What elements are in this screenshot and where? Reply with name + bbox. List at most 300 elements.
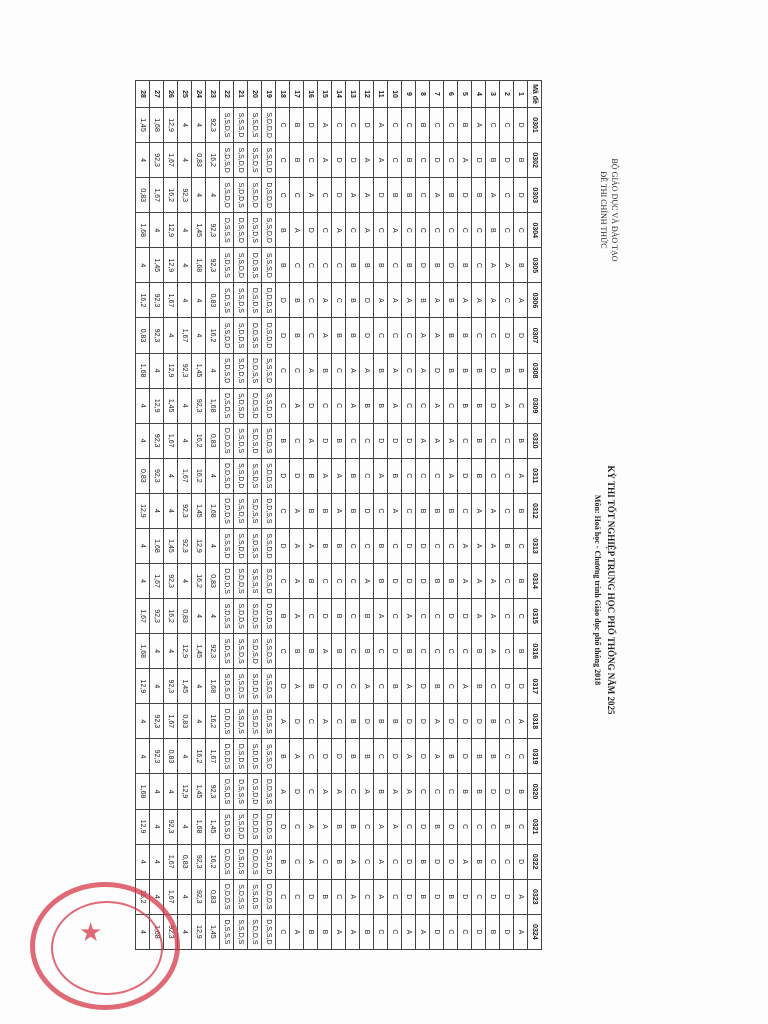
answer-cell: 1,45 (192, 353, 206, 388)
table-row (388, 81, 402, 950)
answer-cell: D (486, 388, 500, 423)
answer-cell: C (444, 528, 458, 563)
answer-cell: A (402, 739, 416, 774)
answer-cell: 1,45 (192, 493, 206, 528)
answer-cell: 92,3 (150, 143, 164, 178)
answer-cell: D (332, 178, 346, 213)
answer-cell: 0,83 (178, 844, 192, 879)
answer-cell: C (402, 213, 416, 248)
answer-cell: 1,45 (192, 774, 206, 809)
answer-cell: A (360, 353, 374, 388)
answer-cell: C (332, 248, 346, 283)
answer-cell: B (430, 248, 444, 283)
answer-cell: 4 (178, 143, 192, 178)
answer-cell: A (472, 283, 486, 318)
answer-cell: C (346, 423, 360, 458)
answer-cell: C (458, 914, 472, 949)
answer-cell: A (318, 143, 332, 178)
answer-cell: C (402, 108, 416, 143)
answer-cell: A (458, 564, 472, 599)
answer-cell: C (500, 283, 514, 318)
answer-cell: S,S,D,D (234, 248, 248, 283)
answer-cell: A (430, 283, 444, 318)
answer-cell: D,D,S,S (248, 353, 262, 388)
answer-cell: C (332, 108, 346, 143)
answer-cell: S,S,S,D (234, 108, 248, 143)
answer-cell: A (500, 248, 514, 283)
answer-cell: A (402, 774, 416, 809)
question-number: 6 (444, 81, 458, 108)
answer-cell: B (514, 248, 528, 283)
answer-cell: A (374, 844, 388, 879)
table-row (220, 81, 234, 950)
answer-cell: 4 (192, 704, 206, 739)
answer-cell: B (276, 844, 290, 879)
answer-cell: S,D,D,S (248, 599, 262, 634)
answer-cell: 0,83 (136, 458, 150, 493)
star-icon: ★ (79, 917, 103, 947)
answer-cell: A (472, 493, 486, 528)
answer-cell: D (290, 774, 304, 809)
answer-cell: 0,83 (136, 178, 150, 213)
answer-cell: D (458, 178, 472, 213)
answer-cell: C (402, 493, 416, 528)
answer-cell: D,S,S,S (220, 914, 234, 949)
answer-cell: 92,3 (206, 634, 220, 669)
answer-cell: C (290, 844, 304, 879)
answer-cell: D (276, 809, 290, 844)
answer-cell: D (416, 528, 430, 563)
answer-cell: S,S,D,S (220, 108, 234, 143)
answer-cell: C (290, 879, 304, 914)
answer-cell: D (332, 739, 346, 774)
answer-cell: A (276, 704, 290, 739)
answer-cell: 92,3 (150, 318, 164, 353)
answer-cell: D (500, 879, 514, 914)
answer-cell: C (374, 634, 388, 669)
answer-cell: A (458, 143, 472, 178)
answer-cell: 4 (206, 353, 220, 388)
answer-cell: C (430, 634, 444, 669)
answer-cell: S,D,S,D (220, 353, 234, 388)
answer-cell: D,D,D,S (262, 283, 276, 318)
answer-cell: C (486, 809, 500, 844)
answer-cell: D (444, 599, 458, 634)
answer-cell: A (472, 528, 486, 563)
question-number: 27 (150, 81, 164, 108)
answer-cell: D,D,D,S (220, 879, 234, 914)
answer-cell: D (360, 704, 374, 739)
answer-cell: C (430, 458, 444, 493)
answer-cell: C (388, 318, 402, 353)
answer-cell: C (416, 388, 430, 423)
table-row (318, 81, 332, 950)
exam-code-header: 0310 (528, 423, 542, 458)
answer-cell: B (486, 704, 500, 739)
answer-cell: C (388, 143, 402, 178)
answer-cell: D,D,S,S (262, 493, 276, 528)
answer-cell: B (276, 599, 290, 634)
answer-cell: B (444, 493, 458, 528)
answer-cell: B (444, 564, 458, 599)
document-subtitle: Môn: Hoá học - Chương trình Giáo dục phổ thông 2018 (593, 494, 602, 686)
answer-cell: B (416, 879, 430, 914)
answer-cell: S,S,D,D (234, 809, 248, 844)
answer-cell: C (276, 108, 290, 143)
answer-cell: S,D,S,D (220, 143, 234, 178)
answer-cell: S,D,D,D (262, 108, 276, 143)
answer-cell: B (402, 634, 416, 669)
exam-code-header: 0320 (528, 774, 542, 809)
answer-cell: C (374, 914, 388, 949)
answer-cell: S,D,D,S (248, 914, 262, 949)
question-number: 11 (374, 81, 388, 108)
answer-cell: 1,67 (164, 879, 178, 914)
answer-cell: B (388, 458, 402, 493)
answer-cell: 4 (178, 213, 192, 248)
answer-cell: A (346, 353, 360, 388)
answer-cell: C (318, 388, 332, 423)
answer-cell: D,D,D,S (262, 599, 276, 634)
answer-cell: D (486, 353, 500, 388)
answer-cell: C (304, 739, 318, 774)
answer-cell: C (486, 844, 500, 879)
answer-cell: C (360, 879, 374, 914)
table-row (150, 81, 164, 950)
exam-code-header: 0318 (528, 704, 542, 739)
answer-cell: A (388, 493, 402, 528)
exam-code-header: 0324 (528, 914, 542, 949)
answer-cell: D (346, 143, 360, 178)
answer-cell: 16,2 (206, 704, 220, 739)
answer-cell: D,S,S,S (220, 213, 234, 248)
answer-cell: C (472, 213, 486, 248)
answer-cell: D (458, 739, 472, 774)
table-row (500, 81, 514, 950)
answer-cell: C (276, 493, 290, 528)
answer-cell: C (500, 423, 514, 458)
answer-cell: D (318, 423, 332, 458)
answer-cell: B (444, 739, 458, 774)
answer-cell: A (346, 914, 360, 949)
answer-cell: C (430, 774, 444, 809)
question-number: 17 (290, 81, 304, 108)
answer-cell: D (458, 879, 472, 914)
answer-cell: 4 (136, 564, 150, 599)
answer-cell: C (514, 213, 528, 248)
answer-cell: 4 (164, 493, 178, 528)
table-row (164, 81, 178, 950)
answer-cell: B (472, 669, 486, 704)
answer-cell: 4 (150, 493, 164, 528)
question-number: 5 (458, 81, 472, 108)
answer-cell: D (388, 423, 402, 458)
answer-cell: D,S,D,D (262, 318, 276, 353)
answer-cell: B (472, 844, 486, 879)
table-row (444, 81, 458, 950)
answer-cell: C (388, 914, 402, 949)
answer-cell: A (360, 774, 374, 809)
answer-cell: C (472, 879, 486, 914)
answer-cell: A (290, 739, 304, 774)
answer-cell: C (458, 213, 472, 248)
answer-cell: B (402, 178, 416, 213)
question-number: 8 (416, 81, 430, 108)
answer-cell: C (402, 388, 416, 423)
exam-code-header: 0322 (528, 844, 542, 879)
answer-cell: D (444, 248, 458, 283)
answer-cell: A (388, 388, 402, 423)
answer-cell: 92,3 (192, 879, 206, 914)
answer-cell: A (304, 844, 318, 879)
answer-cell: 92,3 (178, 353, 192, 388)
answer-cell: A (374, 599, 388, 634)
answer-cell: D (444, 704, 458, 739)
answer-cell: B (346, 704, 360, 739)
answer-cell: D (458, 458, 472, 493)
answer-cell: D (416, 739, 430, 774)
answer-cell: A (472, 564, 486, 599)
answer-cell: B (304, 493, 318, 528)
answer-cell: D (430, 879, 444, 914)
question-number: 24 (192, 81, 206, 108)
answer-cell: A (402, 599, 416, 634)
answer-cell: A (514, 704, 528, 739)
answer-cell: 1,68 (150, 108, 164, 143)
exam-code-header: 0311 (528, 458, 542, 493)
answer-cell: C (514, 528, 528, 563)
answer-cell: 1,67 (164, 283, 178, 318)
answer-cell: S,D,S,S (234, 879, 248, 914)
answer-cell: C (416, 178, 430, 213)
question-number: 10 (388, 81, 402, 108)
answer-cell: A (346, 178, 360, 213)
answer-cell: C (304, 248, 318, 283)
answer-cell: A (388, 213, 402, 248)
answer-cell: S,S,D,D (262, 213, 276, 248)
answer-cell: B (318, 353, 332, 388)
answer-cell: B (290, 108, 304, 143)
answer-cell: C (486, 318, 500, 353)
answer-cell: 1,68 (136, 634, 150, 669)
answer-cell: C (276, 353, 290, 388)
answer-cell: 1,67 (136, 599, 150, 634)
answer-cell: 4 (192, 318, 206, 353)
answer-cell: 16,2 (206, 318, 220, 353)
answer-cell: A (472, 108, 486, 143)
document-header (550, 80, 620, 950)
answer-table (135, 80, 542, 950)
answer-cell: A (388, 283, 402, 318)
answer-cell: B (514, 143, 528, 178)
answer-cell: B (472, 774, 486, 809)
answer-cell: S,S,S,S (248, 564, 262, 599)
answer-cell: 4 (150, 879, 164, 914)
answer-cell: A (514, 458, 528, 493)
answer-cell: 4 (136, 143, 150, 178)
table-row (486, 81, 500, 950)
answer-cell: A (290, 528, 304, 563)
answer-cell: D (290, 704, 304, 739)
answer-cell: C (444, 108, 458, 143)
answer-cell: D,D,D,S (220, 704, 234, 739)
question-number: 15 (318, 81, 332, 108)
answer-cell: S,S,D,D (262, 143, 276, 178)
answer-cell: D (402, 879, 416, 914)
answer-cell: C (290, 178, 304, 213)
answer-cell: 4 (178, 248, 192, 283)
answer-cell: A (332, 213, 346, 248)
answer-cell: S,D,S,S (248, 528, 262, 563)
answer-cell: 92,3 (164, 914, 178, 949)
answer-cell: D (402, 704, 416, 739)
answer-cell: B (360, 739, 374, 774)
answer-cell: A (430, 318, 444, 353)
answer-cell: D,D,D,S (220, 844, 234, 879)
answer-cell: S,S,D,S (234, 283, 248, 318)
answer-cell: S,D,S,D (234, 388, 248, 423)
answer-cell: B (346, 739, 360, 774)
table-row (360, 81, 374, 950)
answer-cell: 0,83 (206, 423, 220, 458)
answer-cell: C (416, 458, 430, 493)
answer-cell: C (444, 213, 458, 248)
answer-cell: 0,83 (178, 599, 192, 634)
exam-code-header: 0317 (528, 669, 542, 704)
table-row (304, 81, 318, 950)
answer-cell: B (346, 248, 360, 283)
answer-cell: C (346, 599, 360, 634)
answer-cell: C (360, 528, 374, 563)
answer-cell: S,D,D,S (248, 669, 262, 704)
table-row (136, 81, 150, 950)
answer-cell: C (346, 213, 360, 248)
question-number: 2 (500, 81, 514, 108)
answer-cell: C (290, 248, 304, 283)
answer-cell: B (500, 353, 514, 388)
answer-cell: D,S,S,D (262, 914, 276, 949)
question-number: 9 (402, 81, 416, 108)
answer-cell: C (472, 318, 486, 353)
answer-cell: 4 (136, 248, 150, 283)
answer-cell: 4 (206, 528, 220, 563)
answer-cell: C (374, 318, 388, 353)
answer-cell: S,S,D,D (262, 844, 276, 879)
answer-cell: C (276, 178, 290, 213)
answer-cell: C (304, 774, 318, 809)
code-column-header: Mã đề (528, 81, 542, 108)
answer-cell: C (444, 143, 458, 178)
answer-cell: B (444, 318, 458, 353)
answer-cell: 92,3 (150, 704, 164, 739)
answer-cell: 4 (150, 213, 164, 248)
answer-cell: C (304, 143, 318, 178)
answer-cell: 92,3 (150, 283, 164, 318)
answer-cell: D,S,D,S (220, 774, 234, 809)
answer-cell: 16,2 (206, 844, 220, 879)
answer-cell: S,D,D,S (248, 739, 262, 774)
question-number: 13 (346, 81, 360, 108)
answer-cell: A (458, 528, 472, 563)
answer-cell: D (402, 423, 416, 458)
answer-cell: D (360, 283, 374, 318)
answer-cell: D (416, 564, 430, 599)
answer-cell: B (374, 353, 388, 388)
question-number: 1 (514, 81, 528, 108)
answer-cell: S,D,S,S (262, 704, 276, 739)
answer-cell: A (304, 528, 318, 563)
answer-cell: B (276, 423, 290, 458)
answer-cell: C (346, 774, 360, 809)
answer-cell: C (360, 458, 374, 493)
answer-cell: A (458, 283, 472, 318)
answer-cell: C (374, 739, 388, 774)
answer-cell: B (332, 423, 346, 458)
answer-cell: 0,83 (206, 879, 220, 914)
answer-cell: 1,67 (150, 178, 164, 213)
answer-cell: B (500, 809, 514, 844)
table-row (346, 81, 360, 950)
answer-cell: 4 (164, 634, 178, 669)
answer-cell: 1,45 (206, 914, 220, 949)
answer-cell: C (500, 213, 514, 248)
answer-cell: 92,3 (150, 599, 164, 634)
answer-cell: D,D,D,S (262, 809, 276, 844)
answer-cell: 1,68 (192, 248, 206, 283)
answer-cell: C (388, 879, 402, 914)
answer-cell: D (360, 493, 374, 528)
answer-cell: D,D,D,S (220, 493, 234, 528)
answer-cell: 16,2 (164, 178, 178, 213)
answer-cell: D,D,S,D (248, 388, 262, 423)
question-number: 3 (486, 81, 500, 108)
answer-cell: 12,9 (192, 528, 206, 563)
answer-cell: B (346, 493, 360, 528)
answer-cell: 16,2 (164, 599, 178, 634)
answer-cell: A (430, 388, 444, 423)
answer-cell: 4 (150, 844, 164, 879)
answer-cell: C (360, 809, 374, 844)
answer-cell: B (318, 493, 332, 528)
answer-cell: 4 (150, 634, 164, 669)
answer-cell: B (458, 248, 472, 283)
answer-cell: D,S,S,S (234, 774, 248, 809)
answer-cell: A (374, 809, 388, 844)
answer-cell: D (360, 318, 374, 353)
answer-cell: B (332, 528, 346, 563)
question-number: 16 (304, 81, 318, 108)
answer-cell: A (318, 318, 332, 353)
answer-cell: S,S,D,D (234, 458, 248, 493)
answer-cell: S,D,S,S (220, 634, 234, 669)
answer-cell: B (416, 493, 430, 528)
answer-cell: A (486, 634, 500, 669)
answer-cell: B (290, 283, 304, 318)
answer-cell: S,S,D,S (234, 493, 248, 528)
table-row (374, 81, 388, 950)
answer-cell: B (318, 879, 332, 914)
answer-cell: D (360, 108, 374, 143)
answer-cell: A (486, 564, 500, 599)
answer-cell: C (486, 108, 500, 143)
answer-cell: B (276, 213, 290, 248)
answer-cell: D (458, 704, 472, 739)
question-number: 23 (206, 81, 220, 108)
answer-cell: D (430, 844, 444, 879)
answer-cell: A (388, 353, 402, 388)
answer-cell: 16,2 (192, 458, 206, 493)
answer-cell: A (318, 634, 332, 669)
